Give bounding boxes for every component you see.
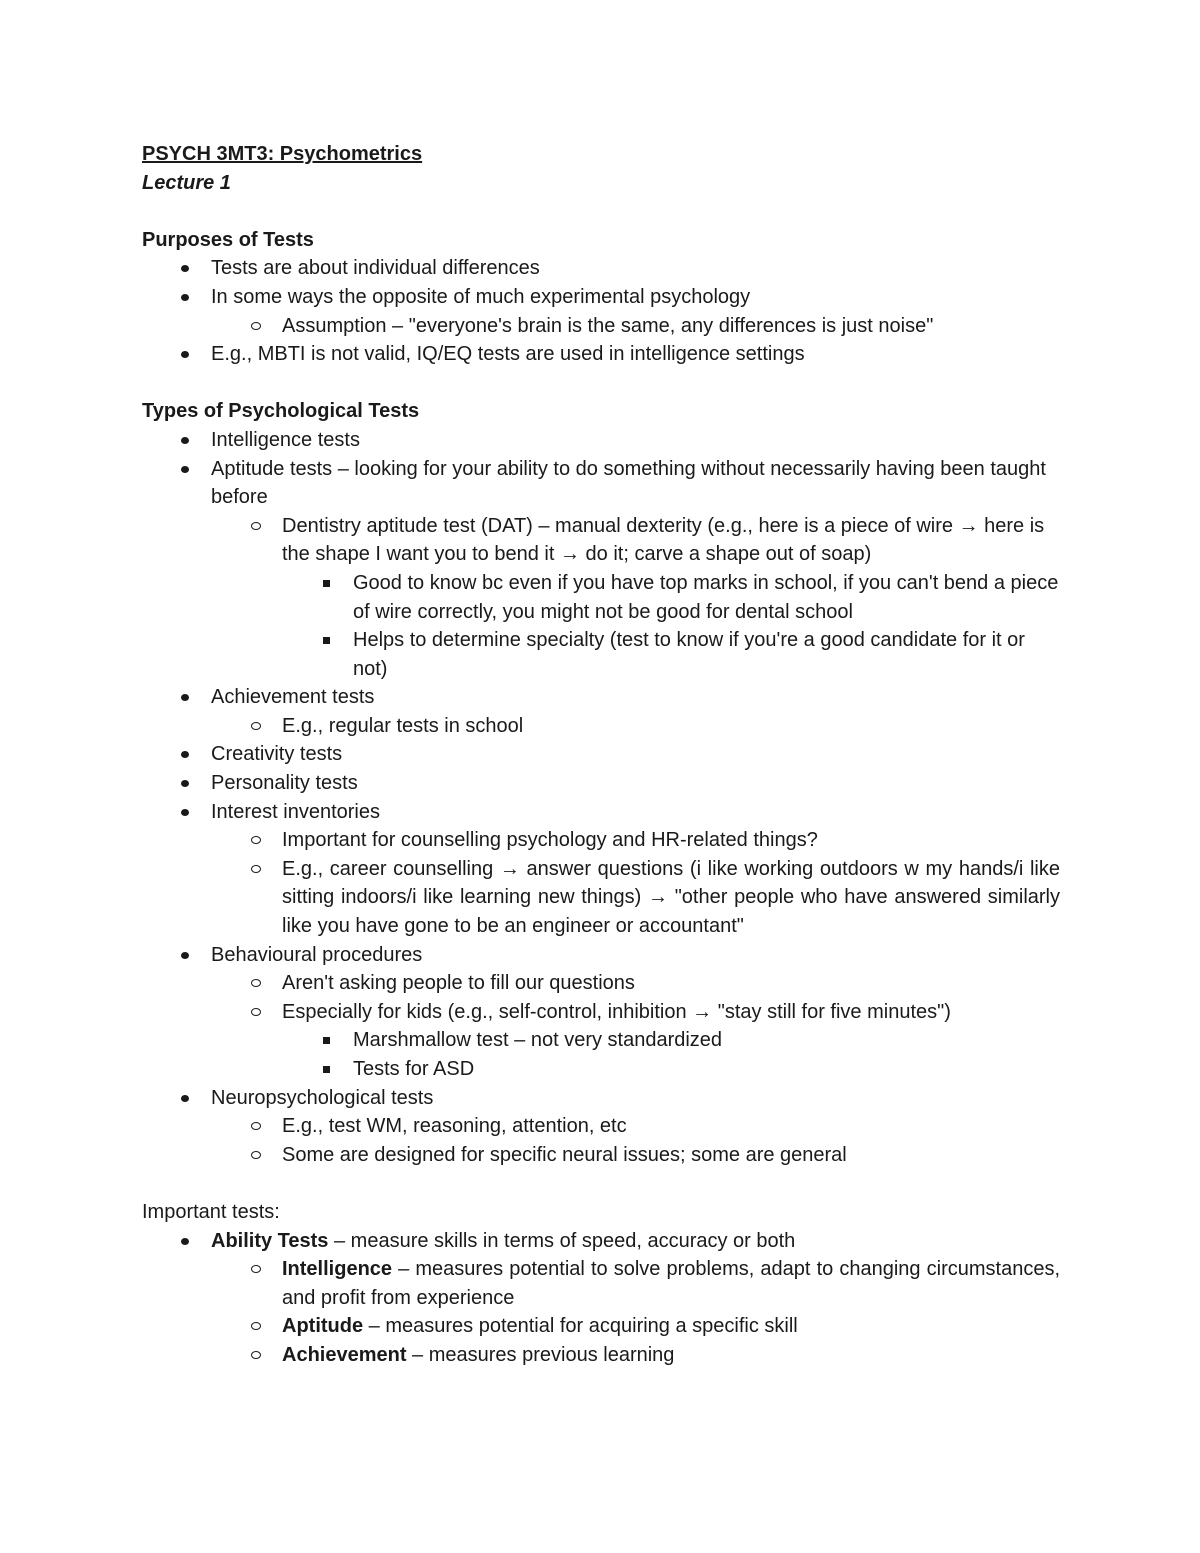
term-aptitude: Aptitude bbox=[282, 1315, 364, 1338]
list-item: Intelligence – measures potential to solve problems, adapt to changing circumstances, and profit from experience bbox=[282, 1258, 1060, 1309]
list-item: Aren't asking people to fill our questions bbox=[282, 972, 635, 995]
list-item: Tests for ASD bbox=[353, 1058, 475, 1080]
sublist bbox=[142, 569, 1060, 683]
purposes-list bbox=[142, 254, 1060, 368]
list-item: E.g., career counselling → answer questions (i like working outdoors w my hands/i like sitting indoors/i like learning new things) → "other people who have answered similarly like you have gone to be an engineer or accountant" bbox=[282, 857, 1060, 938]
list-item: Creativity tests bbox=[211, 743, 343, 766]
list-item: Personality tests bbox=[211, 772, 358, 795]
term-ability-tests: Ability Tests bbox=[211, 1229, 329, 1252]
list-item: Achievement – measures previous learning bbox=[282, 1343, 675, 1366]
list-item: Intelligence tests bbox=[211, 428, 360, 451]
list-item: Helps to determine specialty (test to know if you're a good candidate for it or not) bbox=[353, 629, 1025, 680]
list-item: In some ways the opposite of much experimental psychology Assumption – "everyone's brain is the same, any differences is just noise" bbox=[142, 283, 1060, 340]
sublist bbox=[142, 1255, 1060, 1369]
list-item: Aptitude – measures potential for acquiring a specific skill bbox=[282, 1315, 798, 1338]
sublist bbox=[142, 826, 1060, 940]
list-item: Some are designed for specific neural issues; some are general bbox=[282, 1143, 847, 1166]
list-item: Ability Tests – measure skills in terms of speed, accuracy or both Intelligence – measures potential to solve problems, adapt to changing circumstances, and profit from experience Aptitude – measures potential for acquiring a specific skill Achievement – measures previous learning bbox=[142, 1227, 1060, 1370]
sublist bbox=[142, 1112, 1060, 1169]
sublist bbox=[142, 712, 1060, 741]
list-item: Behavioural procedures Aren't asking people to fill our questions Especially for kids (e.g., self-control, inhibition → "stay still for five minutes") Marshmallow test – not very standardized Tests for ASD bbox=[142, 941, 1060, 1084]
document-page bbox=[142, 140, 1060, 1370]
sublist bbox=[142, 512, 1060, 684]
list-item: E.g., MBTI is not valid, IQ/EQ tests are used in intelligence settings bbox=[211, 343, 805, 366]
list-item: Good to know bc even if you have top marks in school, if you can't bend a piece of wire correctly, you might not be good for dental school bbox=[353, 571, 1059, 623]
page-title: PSYCH 3MT3: Psychometrics bbox=[142, 143, 423, 165]
list-item: Tests are about individual differences bbox=[211, 257, 540, 280]
sublist bbox=[142, 969, 1060, 1083]
term-intelligence: Intelligence bbox=[282, 1258, 393, 1281]
list-item: E.g., regular tests in school bbox=[282, 714, 524, 737]
spacer bbox=[142, 369, 1060, 398]
sublist bbox=[142, 1026, 1060, 1083]
section-heading-purposes: Purposes of Tests bbox=[142, 228, 314, 251]
list-item: Assumption – "everyone's brain is the same, any differences is just noise" bbox=[282, 314, 934, 337]
spacer bbox=[142, 197, 1060, 226]
list-item: Aptitude tests – looking for your ability to do something without necessarily having been taught before Dentistry aptitude test (DAT) – manual dexterity (e.g., here is a piece of wire → here is the shape I want you to bend it → do it; carve a shape out of soap) Good to know bc even if you have top marks in school, if you can't bend a piece of wire correctly, you might not be good for dental school Helps to determine specialty (test to know if you're a good candidate for it or not) bbox=[142, 455, 1060, 684]
spacer bbox=[142, 1169, 1060, 1198]
list-item: E.g., test WM, reasoning, attention, etc bbox=[282, 1115, 627, 1138]
types-list bbox=[142, 426, 1060, 1169]
lecture-subtitle: Lecture 1 bbox=[142, 171, 231, 194]
section-heading-types: Types of Psychological Tests bbox=[142, 400, 420, 423]
list-item: Especially for kids (e.g., self-control, inhibition → "stay still for five minutes") Marshmallow test – not very standardized Tests for ASD bbox=[142, 998, 1060, 1084]
list-item: Important for counselling psychology and HR-related things? bbox=[282, 829, 818, 852]
list-item: Achievement tests E.g., regular tests in school bbox=[142, 683, 1060, 740]
list-item: Neuropsychological tests E.g., test WM, reasoning, attention, etc Some are designed for specific neural issues; some are general bbox=[142, 1084, 1060, 1170]
section-heading-important: Important tests: bbox=[142, 1200, 280, 1223]
term-achievement: Achievement bbox=[282, 1343, 407, 1366]
sublist bbox=[142, 312, 1060, 341]
important-list bbox=[142, 1227, 1060, 1370]
list-item: Interest inventories Important for counselling psychology and HR-related things? E.g., career counselling → answer questions (i like working outdoors w my hands/i like sitting indoors/i like learning new things) → "other people who have answered similarly like you have gone to be an engineer or accountant" bbox=[142, 798, 1060, 941]
list-item: Marshmallow test – not very standardized bbox=[353, 1029, 723, 1052]
list-item: Dentistry aptitude test (DAT) – manual dexterity (e.g., here is a piece of wire → here is the shape I want you to bend it → do it; carve a shape out of soap) Good to know bc even if you have top marks in school, if you can't bend a piece of wire correctly, you might not be good for dental school Helps to determine specialty (test to know if you're a good candidate for it or not) bbox=[142, 512, 1060, 684]
